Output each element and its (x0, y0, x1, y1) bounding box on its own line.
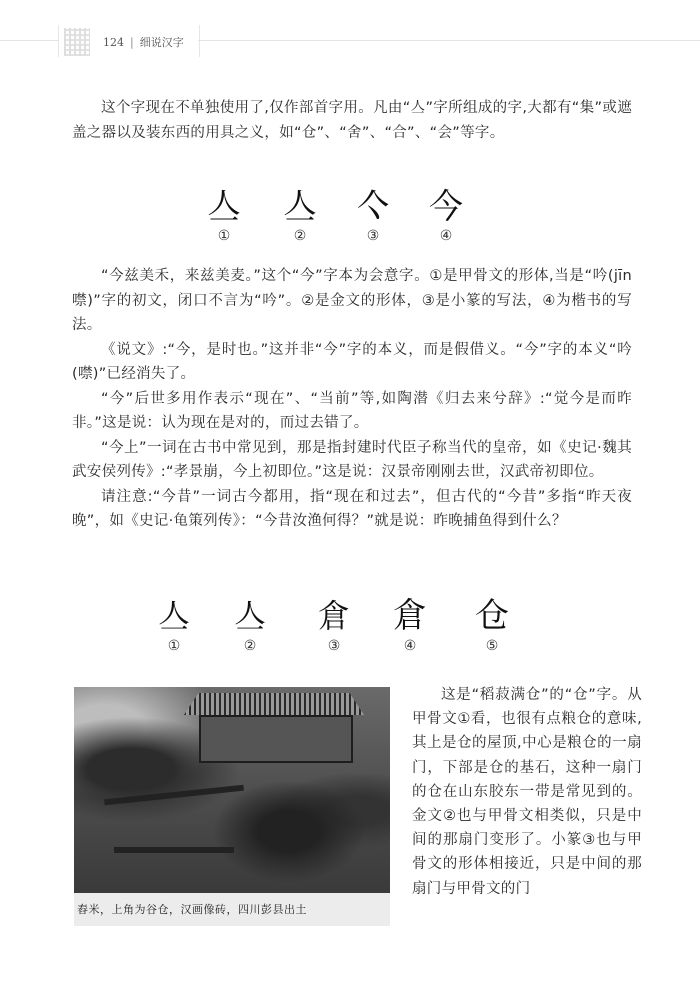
glyph-char: 倉 (393, 596, 427, 636)
glyph-label: ④ (403, 638, 417, 654)
header-box (58, 25, 200, 57)
glyph-label: ① (217, 228, 231, 244)
glyph-char: 倉 (317, 597, 350, 635)
header-separator: | (130, 36, 134, 49)
glyph-label: ③ (327, 638, 341, 654)
glyph-label: ③ (366, 228, 380, 244)
glyph-label: ⑤ (485, 638, 499, 654)
paragraph: 《说文》:“今，是时也。”这并非“今”字的本义，而是假借义。“今”字的本义“吟(噤)”已经消失了。 (72, 341, 632, 382)
figure-han-brick (74, 687, 390, 926)
paragraph: “今上”一词在古书中常见到，那是指封建时代臣子称当代的皇帝，如《史记·魏其武安侯列传》:“孝景崩，今上初即位。”这是说：汉景帝刚刚去世，汉武帝初即位。 (72, 439, 632, 480)
glyph-bronze (280, 186, 320, 244)
glyph-label: ② (243, 638, 257, 654)
paragraph: “今兹美禾，来兹美麦。”这个“今”字本为会意字。①是甲骨文的形体,当是“吟(jīn噤)”字的初文，闭口不言为“吟”。②是金文的形体，③是小篆的写法，④为楷书的写法。 (72, 268, 632, 333)
glyph-char: 亼 (207, 187, 241, 227)
page-number: 124 (103, 36, 124, 49)
glyph-bronze (232, 594, 268, 654)
figure-caption: 舂米，上角为谷仓，汉画像砖，四川彭县出土 (74, 893, 390, 926)
seal-logo-icon (64, 28, 90, 56)
glyph-seal-script (314, 594, 354, 654)
granary-body-shape (199, 715, 353, 763)
paragraph: “今”后世多用作表示“现在”、“当前”等,如陶潜《归去来兮辞》:“觉今是而昨非。”这是说：认为现在是对的，而过去错了。 (72, 390, 632, 431)
pestle-beam-shape (104, 785, 244, 806)
granary-roof-shape (184, 693, 364, 715)
han-brick-relief-image (74, 687, 390, 893)
glyph-char: 亼 (283, 187, 317, 227)
paragraph: 这个字现在不单独使用了,仅作部首字用。凡由“亼”字所组成的字,大都有“集”或遮盖之器以及装东西的用具之义，如“仓”、“舍”、“合”、“会”等字。 (72, 100, 632, 141)
paragraph: 这是“稻菽满仓”的“仓”字。从甲骨文①看，也很有点粮仓的意味,其上是仓的屋顶,中心是粮仓的一扇门，下部是仓的基石，这种一扇门的仓在山东胶东一带是常见到的。金文②也与甲骨文相类似，只是中间的那扇门变形了。小篆③也与甲骨文的形体相接近，只是中间的那扇门与甲骨文的门 (412, 687, 642, 897)
intro-text (72, 96, 632, 145)
header-rule-right (198, 40, 700, 41)
glyph-char: 今 (429, 187, 463, 227)
glyph-char: 仓 (475, 596, 509, 636)
running-header (103, 34, 184, 50)
glyph-char: 亼 (233, 597, 266, 635)
glyph-label: ④ (439, 228, 453, 244)
glyph-label: ② (293, 228, 307, 244)
glyph-label: ① (167, 638, 181, 654)
glyph-regular-script (426, 186, 466, 244)
header-rule-left (0, 40, 58, 41)
cang-explanation (412, 683, 642, 901)
glyph-seal-script (353, 186, 393, 244)
glyph-oracle-bone (204, 186, 244, 244)
jin-explanation (72, 264, 632, 534)
glyph-traditional (388, 594, 432, 654)
pestle-beam-shape (114, 847, 234, 853)
book-title: 细说汉字 (139, 36, 184, 49)
glyph-char: 亽 (356, 187, 390, 227)
glyph-char: 亼 (157, 597, 190, 635)
paragraph: 请注意:“今昔”一词古今都用，指“现在和过去”，但古代的“今昔”多指“昨天夜晚”，如《史记·龟策列传》：“今昔汝渔何得？”就是说：昨晚捕鱼得到什么？ (72, 488, 632, 529)
glyph-oracle-bone (156, 594, 192, 654)
glyph-simplified (470, 594, 514, 654)
